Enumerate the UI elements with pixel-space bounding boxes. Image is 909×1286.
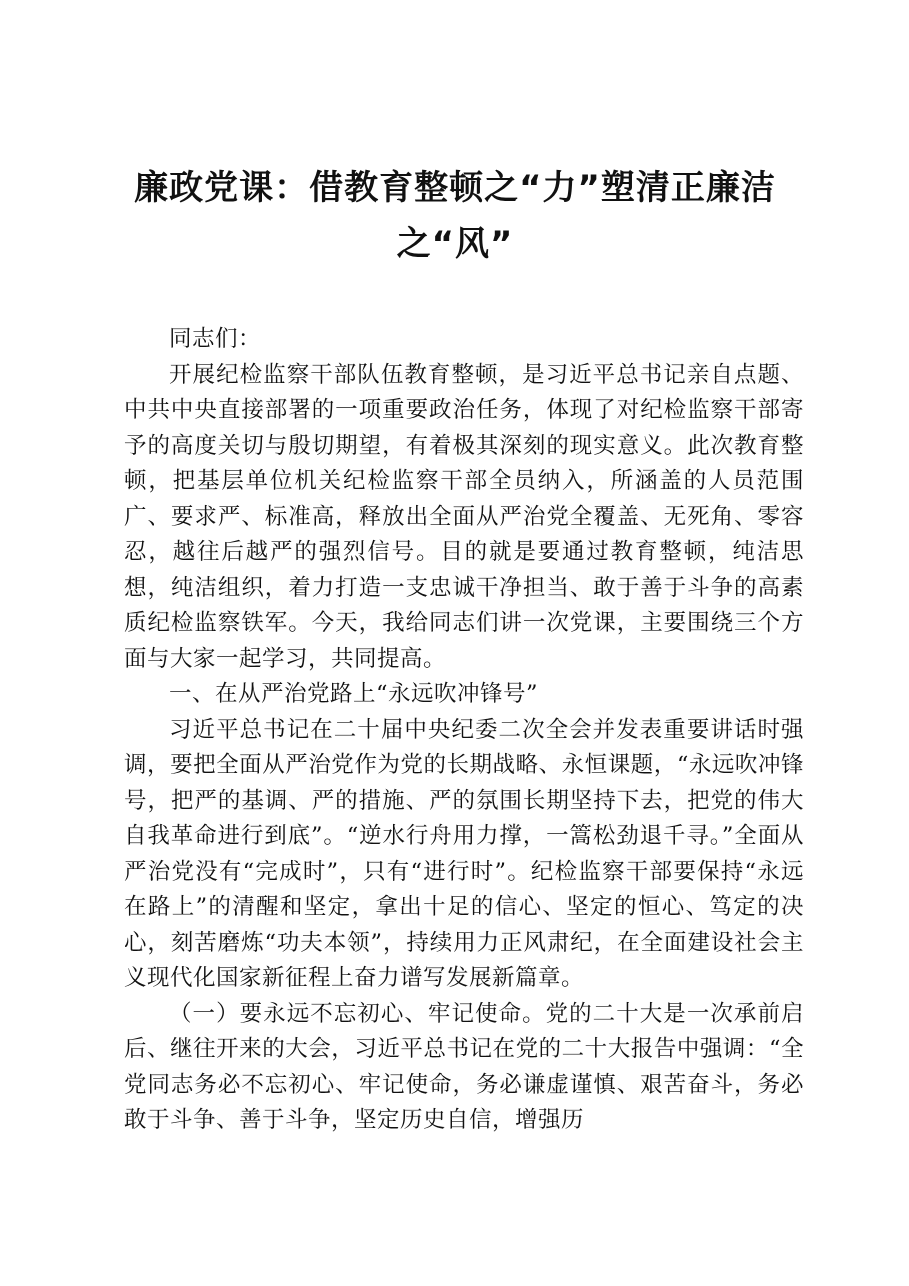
section-1-paragraph: 习近平总书记在二十届中央纪委二次全会并发表重要讲话时强调，要把全面从严治党作为党的长期战略、永恒课题，“永远吹冲锋号，把严的基调、严的措施、严的氛围长期坚持下去，把党的伟大自我革命进行到底”。“逆水行舟用力撑，一篙松劲退千寻。”全面从严治党没有“完成时”，只有“进行时”。纪检监察干部要保持“永远在路上”的清醒和坚定，拿出十足的信心、坚定的恒心、笃定的决心，刻苦磨炼“功夫本领”，持续用力正风肃纪，在全面建设社会主义现代化国家新征程上奋力谱写发展新篇章。	[124, 716, 804, 991]
document-body	[124, 322, 804, 1139]
subsection-1-paragraph: （一）要永远不忘初心、牢记使命。党的二十大是一次承前启后、继往开来的大会，习近平总书记在党的二十大报告中强调：“全党同志务必不忘初心、牢记使命，务必谦虚谨慎、艰苦奋斗，务必敢于斗争、善于斗争，坚定历史自信，增强历	[124, 1000, 804, 1133]
document-title: 廉政党课：借教育整顿之“力”塑清正廉洁之“风”	[134, 168, 776, 264]
intro-paragraph: 开展纪检监察干部队伍教育整顿，是习近平总书记亲自点题、中共中央直接部署的一项重要政治任务，体现了对纪检监察干部寄予的高度关切与殷切期望，有着极其深刻的现实意义。此次教育整顿，把基层单位机关纪检监察干部全员纳入，所涵盖的人员范围广、要求严、标准高，释放出全面从严治党全覆盖、无死角、零容忍，越往后越严的强烈信号。目的就是要通过教育整顿，纯洁思想，纯洁组织，着力打造一支忠诚干净担当、敢于善于斗争的高素质纪检监察铁军。今天，我给同志们讲一次党课，主要围绕三个方面与大家一起学习，共同提高。	[124, 361, 804, 672]
section-heading-1: 一、在从严治党路上“永远吹冲锋号”	[169, 681, 539, 707]
salutation-paragraph: 同志们：	[169, 326, 262, 352]
